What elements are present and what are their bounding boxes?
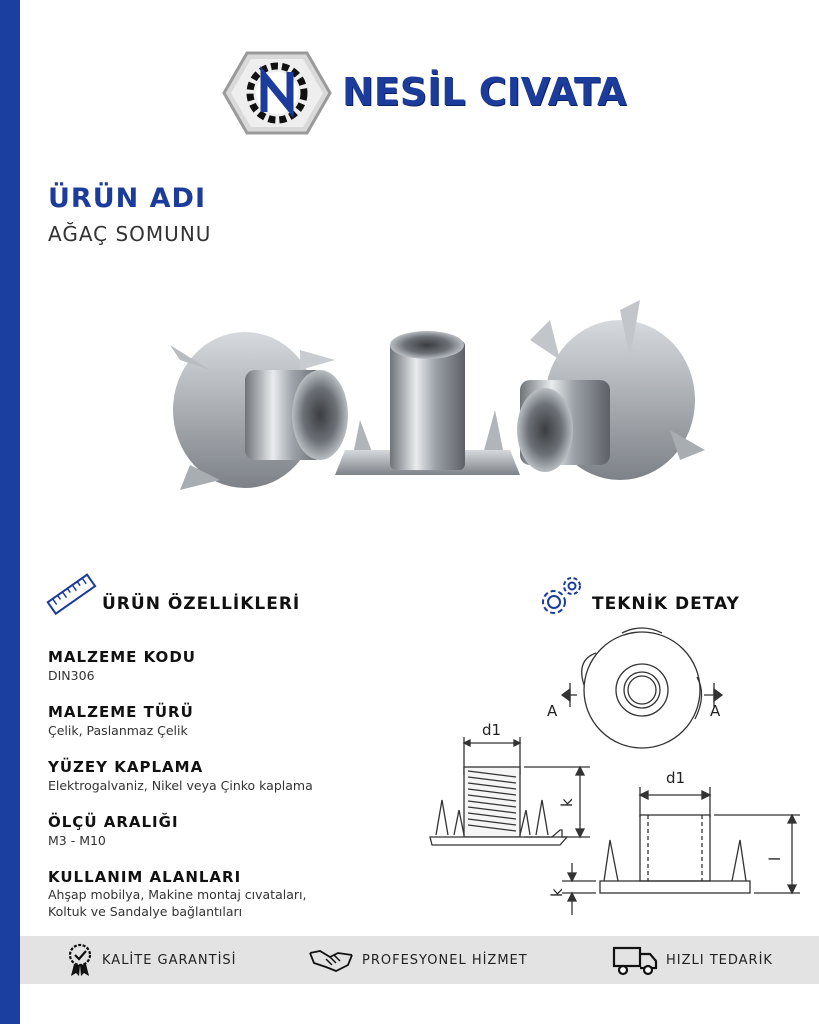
feature-professional-label: PROFESYONEL HİZMET [362,952,528,968]
section-a-right-label: A [710,702,721,720]
l-label: l [766,856,784,861]
section-a-left-label: A [547,702,558,720]
footer-feature-bar [20,936,819,984]
brand-name: NESİL CIVATA [342,70,627,114]
drawing-section-view [430,737,590,845]
spec-label-material-type: MALZEME TÜRÜ [48,703,194,721]
spec-label-surface-coating: YÜZEY KAPLAMA [48,758,204,776]
spec-value-material-type: Çelik, Paslanmaz Çelik [48,723,188,738]
drawing-side-view [562,787,800,915]
features-heading: ÜRÜN ÖZELLİKLERİ [102,594,301,614]
spec-value-usage-line1: Ahşap mobilya, Makine montaj cıvataları, [48,887,307,902]
spec-label-size-range: ÖLÇÜ ARALIĞI [48,813,179,831]
feature-quality-label: KALİTE GARANTİSİ [102,952,237,968]
left-accent-bar [0,0,20,1024]
tee-nut-left [170,332,348,490]
feature-fast-supply [612,936,773,984]
ruler-icon [46,570,98,620]
feature-quality [66,936,237,984]
handshake-icon [308,945,354,975]
product-photo [150,300,710,520]
product-name: AĞAÇ SOMUNU [48,222,212,246]
brand-logo [222,48,627,138]
hexagon-n-gear-icon [222,48,332,138]
k-lower-label: k [548,888,566,897]
d1-right-label: d1 [666,769,686,787]
tee-nut-right [517,300,705,480]
feature-professional [308,936,528,984]
product-title: ÜRÜN ADI [48,183,206,214]
technical-heading: TEKNİK DETAY [592,594,740,614]
spec-value-surface-coating: Elektrogalvaniz, Nikel veya Çinko kaplama [48,778,313,793]
tee-nut-middle [335,331,520,475]
gears-icon [536,574,586,620]
spec-label-usage-areas: KULLANIM ALANLARI [48,868,242,886]
spec-value-material-code: DIN306 [48,668,95,683]
feature-fast-supply-label: HIZLI TEDARİK [666,952,773,968]
spec-value-size-range: M3 - M10 [48,833,106,848]
delivery-truck-icon [612,944,658,976]
quality-badge-icon [66,943,94,977]
technical-drawing [412,625,812,925]
k-upper-label: k [558,798,576,807]
drawing-top-view [562,628,722,748]
d1-left-label: d1 [482,721,502,739]
spec-value-usage-line2: Koltuk ve Sandalye bağlantıları [48,904,243,919]
spec-label-material-code: MALZEME KODU [48,648,196,666]
